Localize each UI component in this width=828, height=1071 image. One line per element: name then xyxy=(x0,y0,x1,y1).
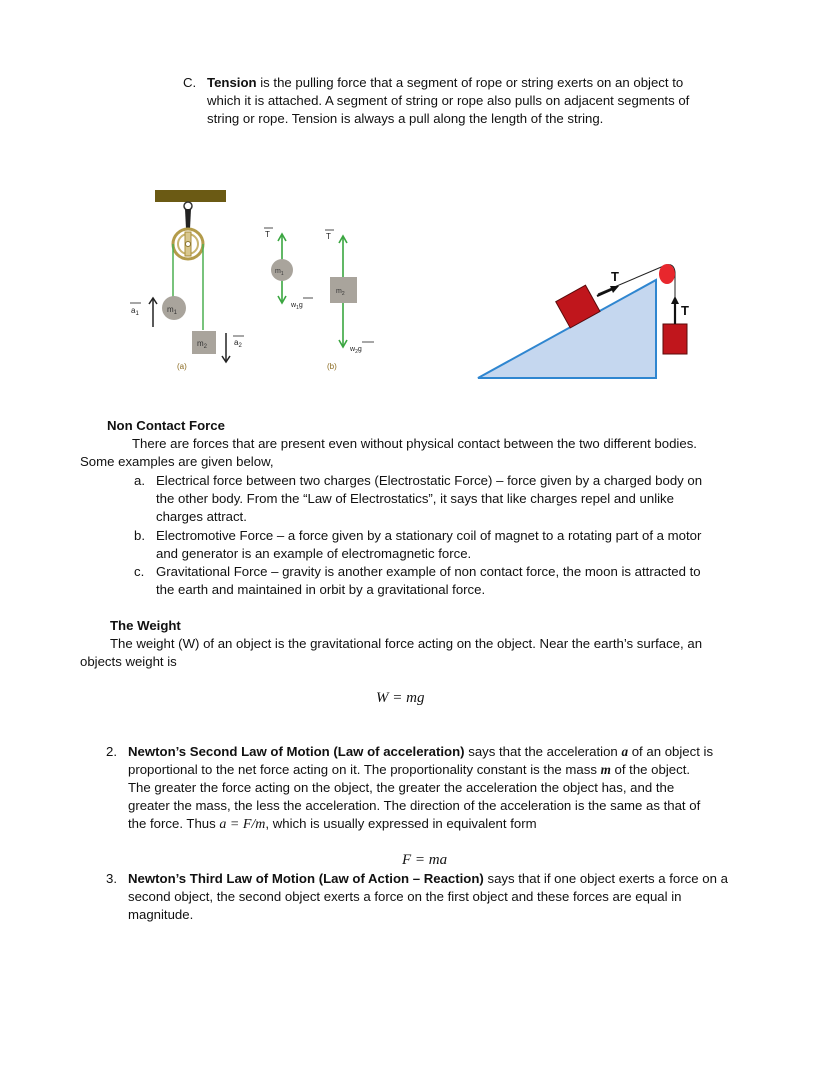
item-c-line-2: the earth and maintained in orbit by a gravitational force. xyxy=(156,582,486,597)
second-law-text: proportional to the net force acting on it. The proportionality constant is the mass xyxy=(128,762,601,777)
symbol-a: a xyxy=(621,744,629,759)
item-a-line-3: charges attract. xyxy=(156,509,247,524)
second-law-text: says that the acceleration xyxy=(464,744,622,759)
item-c-marker: c. xyxy=(134,564,145,579)
tension-label-side: T xyxy=(681,303,689,318)
tension-text: is the pulling force that a segment of rope or string exerts on an object to xyxy=(256,75,684,90)
second-law-line-3: The greater the force acting on the object, the greater the acceleration the object has, and the xyxy=(128,780,675,795)
figure-label-b: (b) xyxy=(327,362,337,371)
item-a-marker: a. xyxy=(134,473,145,488)
second-law-line-4: greater the mass, the less the acceleration. The direction of the acceleration is the same as that of xyxy=(128,798,701,813)
second-law-line-5 xyxy=(128,815,537,834)
non-contact-intro-1: There are forces that are present even without physical contact between the two different bodies. xyxy=(132,436,697,451)
incline-pulley xyxy=(659,264,675,284)
hanging-block xyxy=(663,324,687,354)
inline-formula: a = F/m xyxy=(219,817,266,832)
mass-2-block xyxy=(192,331,216,354)
item-b-line-2: and generator is an example of electromagnetic force. xyxy=(156,546,472,561)
second-law-formula: F = ma xyxy=(402,852,448,868)
weight-heading: The Weight xyxy=(110,618,181,633)
non-contact-heading: Non Contact Force xyxy=(107,418,225,433)
item-b-line-1: Electromotive Force – a force given by a stationary coil of magnet to a rotating part of a motor xyxy=(156,528,702,543)
m2-label: $m_2$ xyxy=(197,339,208,350)
second-law-text: the force. Thus xyxy=(128,816,220,831)
a2-label: $a_2$ xyxy=(234,338,242,349)
tension-term: Tension xyxy=(207,75,257,90)
mass-1-ball xyxy=(162,296,186,320)
second-law-line-2 xyxy=(128,761,690,779)
weight-line-2: objects weight is xyxy=(80,654,177,669)
a1-label: $a_1$ xyxy=(131,306,139,317)
item-a-line-1: Electrical force between two charges (Electrostatic Force) – force given by a charged body on xyxy=(156,473,703,488)
tension-label-1: T xyxy=(265,230,270,239)
svg-text:m2: $m_2$ xyxy=(336,288,345,297)
second-law-title: Newton’s Second Law of Motion (Law of acceleration) xyxy=(128,744,465,759)
second-law-marker: 2. xyxy=(106,744,117,759)
incline-plane xyxy=(478,280,656,378)
fbd-mass-2 xyxy=(330,277,357,303)
symbol-m: m xyxy=(600,762,611,777)
third-law-line-1 xyxy=(128,870,728,888)
non-contact-intro-2: Some examples are given below, xyxy=(80,454,274,469)
tension-line-1 xyxy=(207,74,683,92)
third-law-text: says that if one object exerts a force on a xyxy=(483,871,728,886)
third-law-marker: 3. xyxy=(106,871,117,886)
figure-label-a: (a) xyxy=(177,362,187,371)
third-law-line-2: second object, the second object exerts a force on the first object and these forces are equal in xyxy=(128,889,682,904)
second-law-text-end: of an object is xyxy=(628,744,714,759)
weight-line-1: The weight (W) of an object is the gravitational force acting on the object. Near the earth’s surface, an xyxy=(110,636,703,651)
w2g-label: $w_2g$ xyxy=(350,346,362,355)
third-law-title: Newton’s Third Law of Motion (Law of Action – Reaction) xyxy=(128,871,484,886)
atwood-machine-figure xyxy=(110,185,380,380)
item-a-line-2: the other body. From the “Law of Electrostatics”, it says that like charges repel and unlike xyxy=(156,491,674,506)
item-b-marker: b. xyxy=(134,528,145,543)
ceiling-beam xyxy=(155,190,226,202)
item-c-line-1: Gravitational Force – gravity is another example of non contact force, the moon is attracted to xyxy=(156,564,701,579)
tension-line-2: which it is attached. A segment of string or rope also pulls on adjacent segments of xyxy=(207,93,690,108)
second-law-text-end: of the object. xyxy=(610,762,691,777)
tension-line-3: string or rope. Tension is always a pull along the length of the string. xyxy=(207,111,604,126)
tension-label-2: T xyxy=(326,232,331,241)
m1-label: $m_1$ xyxy=(167,305,178,316)
weight-formula: W = mg xyxy=(376,690,425,706)
tension-marker: C. xyxy=(183,75,197,90)
svg-text:m1: $m_1$ xyxy=(275,268,284,277)
second-law-line-1 xyxy=(128,743,713,761)
third-law-line-3: magnitude. xyxy=(128,907,194,922)
tension-label-top: T xyxy=(611,269,619,284)
second-law-text-end: , which is usually expressed in equivalent form xyxy=(265,816,537,831)
incline-tension-figure xyxy=(470,260,700,385)
w1g-label: $w_1g$ xyxy=(291,302,303,311)
